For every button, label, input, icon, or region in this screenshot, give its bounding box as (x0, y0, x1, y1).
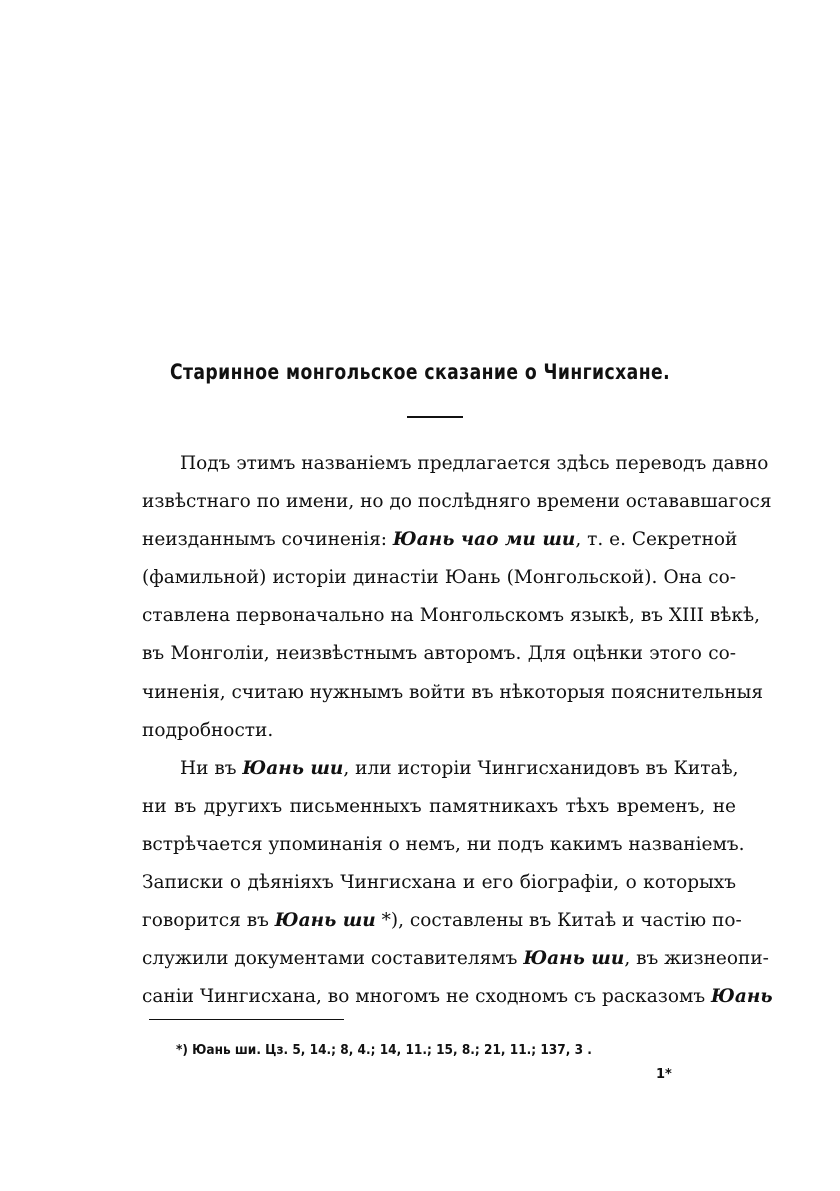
paragraph (142, 445, 772, 750)
text-line (142, 978, 773, 1016)
paragraph (142, 750, 773, 1017)
text-span: говорится въ (142, 910, 275, 932)
footnote-divider (149, 1019, 344, 1020)
text-span: чиненія, считаю нужнымъ войти въ нѣкоторыя пояснительныя (142, 681, 763, 703)
text-line (142, 674, 763, 712)
text-line (142, 940, 769, 978)
text-line (142, 445, 769, 483)
italic-title: Юань ши (242, 757, 344, 779)
text-span: извѣстнаго по имени, но до послѣдняго времени остававшагося (142, 491, 772, 513)
text-span: въ Монголіи, неизвѣстнымъ авторомъ. Для оцѣнки этого со- (142, 643, 736, 665)
page-number: 1* (656, 1067, 672, 1082)
page-title: Старинное монгольское сказание о Чингисхане. (169, 360, 671, 384)
text-line (142, 750, 739, 788)
italic-title: Юань чао ми ши (392, 529, 576, 551)
text-line (142, 902, 742, 940)
text-span: ставлена первоначально на Монгольскомъ языкѣ, въ XIII вѣкѣ, (142, 605, 761, 627)
text-span: , въ жизнеопи- (624, 948, 769, 970)
text-span: неизданнымъ сочиненія: (142, 529, 393, 551)
text-line (142, 712, 736, 750)
body-text (142, 445, 773, 1016)
text-span: Подъ этимъ названіемъ предлагается здѣсь переводъ давно (180, 453, 769, 474)
text-span: служили документами составителямъ (142, 948, 524, 970)
text-line (142, 635, 736, 673)
italic-title: Юань ши (523, 948, 625, 970)
text-span: , т. е. Секретной (575, 529, 738, 551)
text-span: Записки о дѣяніяхъ Чингисхана и его біографіи, о которыхъ (142, 872, 736, 894)
text-span: саніи Чингисхана, во многомъ не сходномъ съ расказомъ (142, 986, 712, 1008)
text-line (142, 788, 736, 826)
text-line (142, 559, 736, 597)
text-span: , или исторіи Чингисханидовъ въ Китаѣ, (343, 757, 739, 779)
text-span: ни въ другихъ письменныхъ памятникахъ тѣхъ временъ, не (142, 795, 736, 817)
italic-title: Юань (711, 986, 773, 1008)
text-line (142, 597, 761, 635)
title-divider (407, 416, 463, 418)
text-line (142, 826, 745, 864)
text-line (142, 864, 736, 902)
text-line (142, 521, 736, 559)
text-line (142, 483, 772, 521)
text-span: (фамильной) исторіи династіи Юань (Монгольской). Она со- (142, 567, 736, 589)
text-span: встрѣчается упоминанія о немъ, ни подъ какимъ названіемъ. (142, 833, 745, 855)
text-span: Ни въ (180, 757, 243, 779)
text-span: подробности. (142, 719, 274, 741)
italic-title: Юань ши (274, 910, 376, 932)
footnote: *) Юань ши. Цз. 5, 14.; 8, 4.; 14, 11.; 15, 8.; 21, 11.; 137, 3 . (176, 1042, 592, 1058)
text-span: *), составлены въ Китаѣ и частію по- (375, 910, 742, 932)
